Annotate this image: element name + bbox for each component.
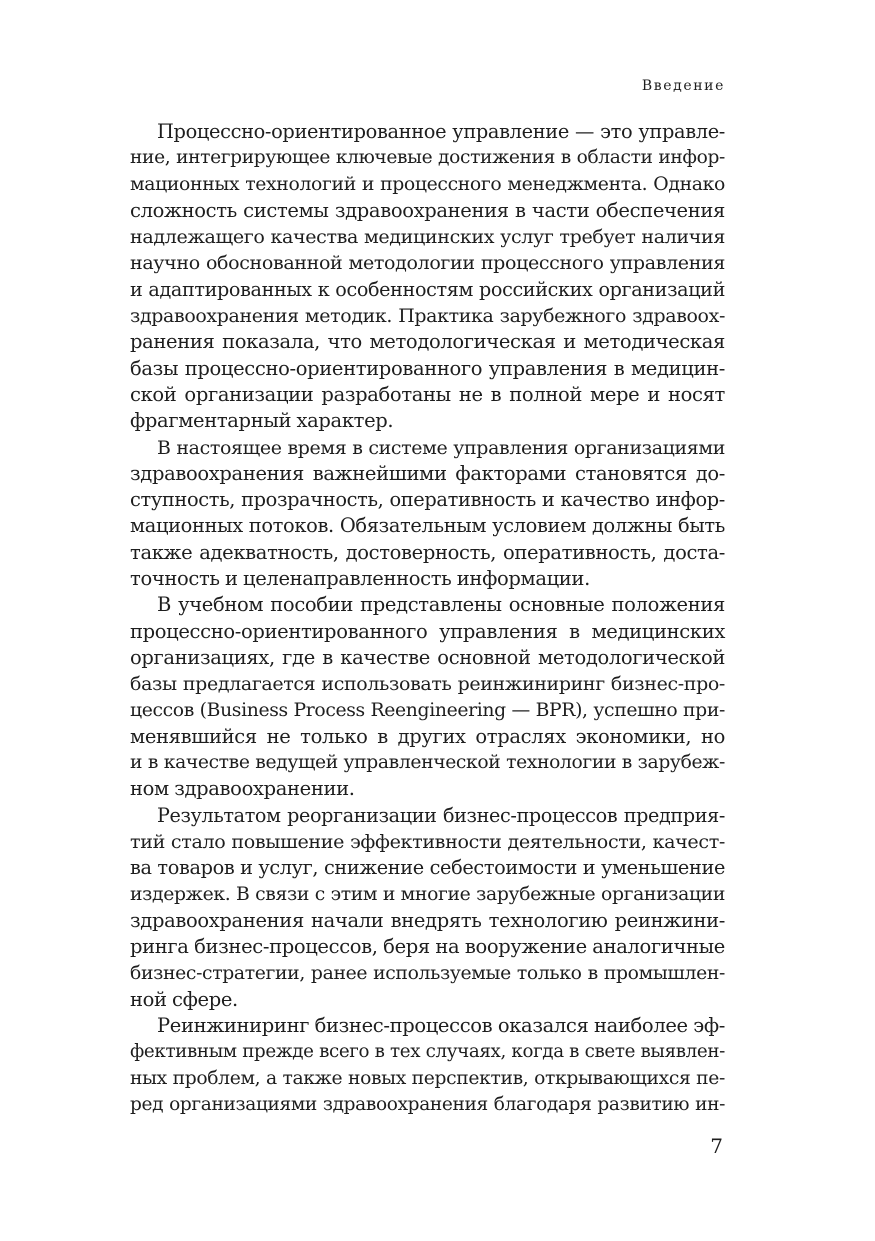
text-line: ном здравоохранении.	[130, 777, 355, 801]
text-line: точность и целенаправленность информации.	[130, 567, 590, 591]
text-line: ние, интегрирующее ключевые достижения в области инфор-	[130, 147, 725, 169]
text-line: В настоящее время в системе управления организациями	[157, 436, 725, 459]
text-line: сложность системы здравоохранения в части обеспечения	[130, 198, 725, 222]
running-head-title: Введение	[641, 78, 725, 94]
text-line: ред организациями здравоохранения благодаря развитию ин-	[130, 1093, 725, 1115]
page-number: 7	[710, 1134, 723, 1158]
text-line: также адекватность, достоверность, оперативность, доста-	[130, 540, 725, 564]
text-line: тий стало повышение эффективности деятельности, качест-	[130, 830, 725, 854]
text-line: базы предлагается использовать реинжиниринг бизнес-про-	[130, 673, 725, 696]
text-line: здравоохранения методик. Практика зарубежного здравоох-	[130, 305, 725, 328]
text-line: ступность, прозрачность, оперативность и качество инфор-	[130, 488, 725, 512]
text-line: научно обоснованной методологии процессного управления	[130, 252, 725, 275]
text-line: ранения показала, что методологическая и методическая	[130, 330, 725, 354]
text-line: бизнес-стратегии, ранее используемые только в промышлен-	[130, 962, 725, 984]
text-line: менявшийся не только в других отраслях экономики, но	[130, 724, 725, 748]
text-line: Процессно-ориентированное управление — это управле-	[157, 120, 725, 143]
text-line: здравоохранения начали внедрять технологию реинжини-	[130, 908, 725, 932]
text-line: мационных потоков. Обязательным условием должны быть	[130, 514, 725, 538]
text-line: и адаптированных к особенностям российских организаций	[130, 277, 725, 301]
text-line: ринга бизнес-процессов, беря на вооружение аналогичные	[130, 935, 725, 959]
paragraph	[130, 592, 725, 802]
paragraph	[130, 119, 725, 435]
paragraph	[130, 1013, 725, 1118]
text-line: ва товаров и услуг, снижение себестоимости и уменьшение	[130, 856, 725, 880]
text-line: Реинжиниринг бизнес-процессов оказался наиболее эф-	[157, 1014, 725, 1038]
text-line: ской организации разработаны не в полной мере и носят	[130, 382, 725, 406]
text-line: надлежащего качества медицинских услуг требует наличия	[130, 226, 725, 249]
body-text	[130, 119, 725, 1118]
paragraph	[130, 803, 725, 1013]
text-line: фрагментарный характер.	[130, 409, 394, 433]
text-line: цессов (Business Process Reengineering — BPR), успешно при-	[130, 699, 725, 721]
text-line: В учебном пособии представлены основные положения	[157, 593, 725, 617]
paragraph	[130, 435, 725, 593]
text-line: и в качестве ведущей управленческой технологии в зарубеж-	[130, 752, 725, 774]
text-line: мационных технологий и процессного менеджмента. Однако	[130, 173, 725, 195]
text-line: ных проблем, а также новых перспектив, открывающихся пе-	[130, 1067, 725, 1089]
text-line: Результатом реорганизации бизнес-процессов предприя-	[157, 803, 725, 827]
text-line: ной сфере.	[130, 987, 238, 1011]
text-line: базы процессно-ориентированного управления в медицин-	[130, 356, 725, 380]
text-line: фективным прежде всего в тех случаях, когда в свете выявлен-	[130, 1041, 725, 1063]
text-line: издержек. В связи с этим и многие зарубежные организации	[130, 883, 725, 905]
text-line: организациях, где в качестве основной методологической	[130, 645, 725, 669]
text-line: здравоохранения важнейшими факторами становятся до-	[130, 461, 725, 485]
text-line: процессно-ориентированного управления в медицинских	[130, 619, 725, 643]
